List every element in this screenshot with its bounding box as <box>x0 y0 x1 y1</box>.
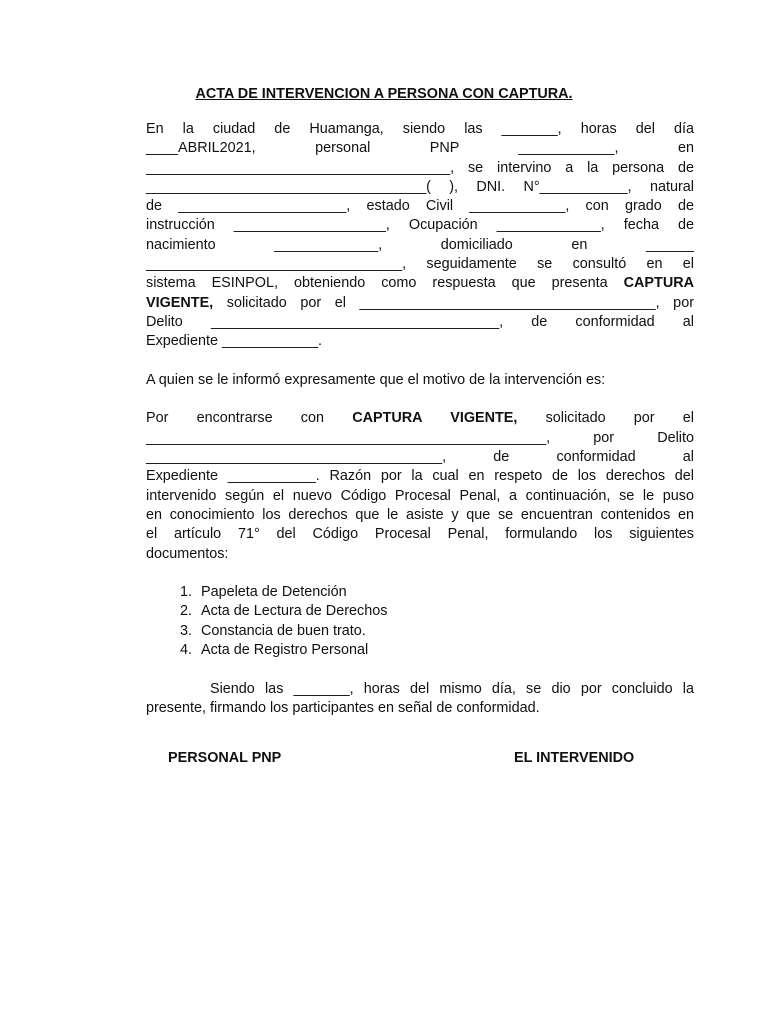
paragraph-line <box>146 274 694 293</box>
list-number: 1. <box>179 584 192 601</box>
paragraph-line: instrucción ___________________, Ocupación _____________, fecha de <box>146 217 694 234</box>
signature-intervenido: EL INTERVENIDO <box>514 750 635 766</box>
list-item-text: Papeleta de Detención <box>201 584 347 601</box>
paragraph-line <box>146 409 694 428</box>
document-title: ACTA DE INTERVENCION A PERSONA CON CAPTURA. <box>195 86 573 102</box>
paragraph-line: intervenido según el nuevo Código Procesal Penal, a continuación, se le puso <box>146 487 694 504</box>
list-number: 4. <box>179 642 192 659</box>
bold-text: VIGENTE, <box>146 294 214 311</box>
signature-personal-pnp: PERSONAL PNP <box>168 750 282 766</box>
paragraph-line: de _____________________, estado Civil ____________, con grado de <box>146 198 694 215</box>
paragraph-line: Siendo las _______, horas del mismo día, se dio por concluido la <box>210 680 694 697</box>
document-body <box>146 120 694 718</box>
line-text: Por encontrarse con <box>146 410 353 427</box>
paragraph-line: ____ABRIL2021, personal PNP ____________, en <box>146 140 694 157</box>
paragraph-line: en conocimiento los derechos que le asiste y que se encuentran contenidos en <box>146 506 694 523</box>
list-item-text: Acta de Registro Personal <box>201 642 369 659</box>
bold-text: CAPTURA <box>623 275 694 292</box>
paragraph-line: Delito ____________________________________, de conformidad al <box>146 313 694 330</box>
spacer <box>146 390 694 409</box>
spacer <box>146 564 694 583</box>
paragraph-line: presente, firmando los participantes en señal de conformidad. <box>146 699 540 716</box>
paragraph-line: ______________________________________, se intervino a la persona de <box>146 159 694 176</box>
paragraph-line <box>146 294 694 313</box>
paragraph-line: el artículo 71° del Código Procesal Penal, formulando los siguientes <box>146 526 694 543</box>
paragraph-line: documentos: <box>146 545 229 562</box>
list-item <box>146 583 694 602</box>
paragraph-line: _____________________________________, de conformidad al <box>146 449 694 466</box>
list-item <box>146 602 694 621</box>
spacer <box>146 660 694 679</box>
documents-list <box>146 583 694 660</box>
paragraph-line: Expediente ___________. Razón por la cual en respeto de los derechos del <box>146 468 694 485</box>
list-number: 2. <box>179 603 192 620</box>
paragraph-line: Expediente ____________. <box>146 333 323 350</box>
paragraph-line: ________________________________, seguidamente se consultó en el <box>146 256 694 273</box>
list-number: 3. <box>179 622 192 639</box>
paragraph-line: ___________________________________( ), DNI. N°___________, natural <box>146 178 694 195</box>
paragraph-line: __________________________________________________, por Delito <box>146 429 694 446</box>
paragraph-line: nacimiento _____________, domiciliado en ______ <box>146 236 694 253</box>
spacer <box>146 352 694 371</box>
list-item-text: Constancia de buen trato. <box>201 622 366 639</box>
list-item <box>146 641 694 660</box>
line-text: solicitado por el _____________________________________, por <box>213 294 694 311</box>
bold-text: CAPTURA VIGENTE, <box>352 410 518 427</box>
list-item-text: Acta de Lectura de Derechos <box>201 603 388 620</box>
paragraph-line: A quien se le informó expresamente que el motivo de la intervención es: <box>146 371 606 388</box>
paragraph-line: En la ciudad de Huamanga, siendo las _______, horas del día <box>146 121 694 137</box>
line-text: sistema ESINPOL, obteniendo como respuesta que presenta <box>146 275 624 292</box>
line-text: solicitado por el <box>517 410 694 427</box>
list-item <box>146 622 694 641</box>
